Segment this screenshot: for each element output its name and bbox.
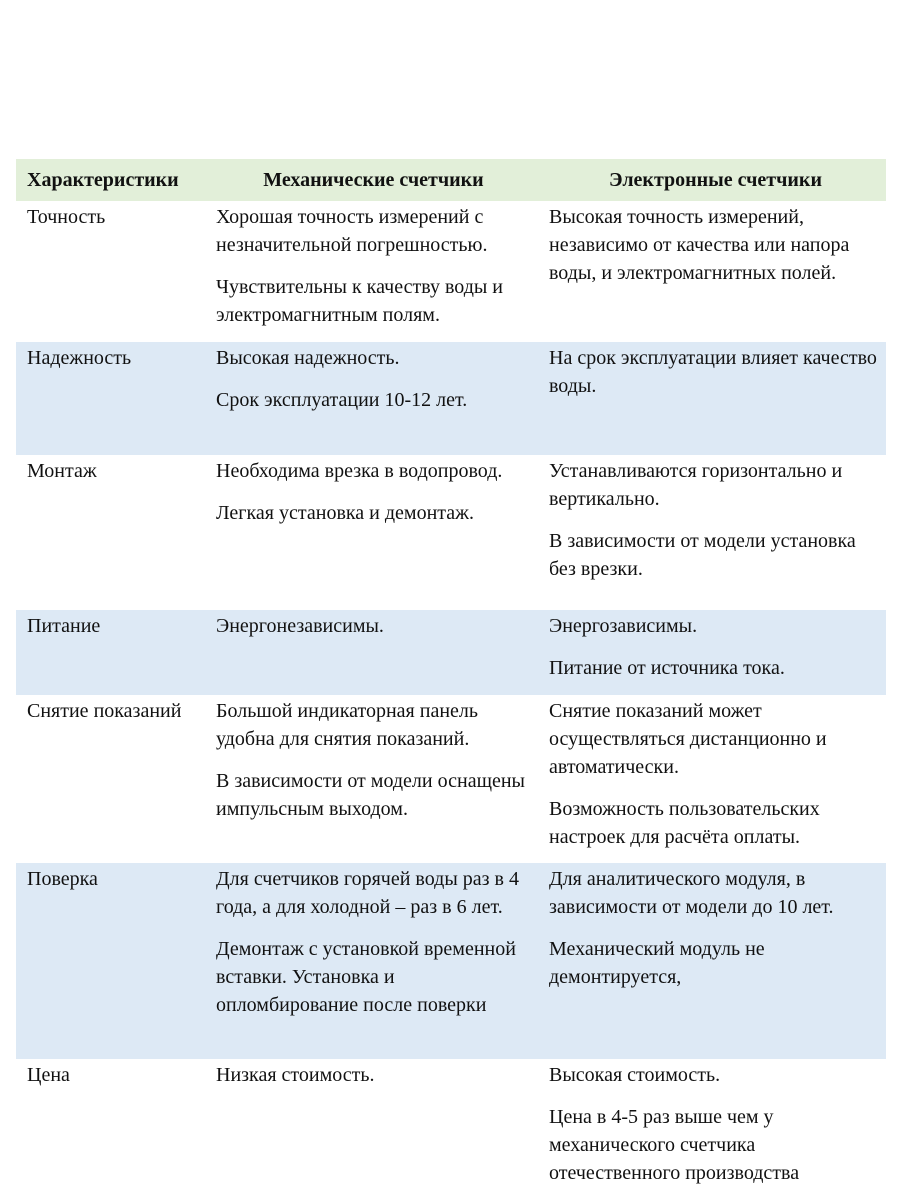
table-row <box>16 695 886 863</box>
cell-paragraph: Чувствительны к качеству воды и электромагнитным полям. <box>216 276 504 326</box>
header-characteristics: Характеристики <box>27 169 179 191</box>
cell-paragraph: Демонтаж с установкой временной вставки. Установка и опломбирование после поверки <box>216 938 516 1016</box>
cell-paragraph: В зависимости от модели установка без врезки. <box>549 530 856 580</box>
row-label: Надежность <box>27 347 132 369</box>
cell-paragraph: Большой индикаторная панель удобна для снятия показаний. <box>216 700 479 750</box>
row-label: Снятие показаний <box>27 700 182 722</box>
electronic-cell <box>539 342 886 455</box>
cell-paragraph: Снятие показаний может осуществляться дистанционно и автоматически. <box>549 700 827 778</box>
cell-paragraph: Механический модуль не демонтируется, <box>549 938 765 988</box>
mechanical-cell <box>206 695 539 863</box>
table-row <box>16 201 886 342</box>
mechanical-cell <box>206 1059 539 1200</box>
comparison-table <box>16 159 886 1200</box>
cell-paragraph: В зависимости от модели оснащены импульсным выходом. <box>216 770 525 820</box>
cell-paragraph: Цена в 4-5 раз выше чем у механического счетчика отечественного производства <box>549 1106 800 1184</box>
electronic-cell <box>539 455 886 610</box>
electronic-cell <box>539 201 886 342</box>
header-electronic: Электронные счетчики <box>609 169 822 191</box>
mechanical-cell <box>206 201 539 342</box>
cell-paragraph: Для счетчиков горячей воды раз в 4 года, а для холодной – раз в 6 лет. <box>216 868 519 918</box>
table-row <box>16 342 886 455</box>
table-row <box>16 610 886 695</box>
cell-paragraph: На срок эксплуатации влияет качество воды. <box>549 347 877 397</box>
cell-paragraph: Питание от источника тока. <box>549 657 785 679</box>
cell-paragraph: Необходима врезка в водопровод. <box>216 460 503 482</box>
cell-paragraph: Срок эксплуатации 10-12 лет. <box>216 389 468 411</box>
table-header-row <box>16 159 886 201</box>
mechanical-cell <box>206 610 539 695</box>
table-row <box>16 455 886 610</box>
row-label: Монтаж <box>27 460 97 482</box>
row-label: Цена <box>27 1064 70 1086</box>
cell-paragraph: Высокая точность измерений, независимо от качества или напора воды, и электромагнитных полей. <box>549 206 850 284</box>
row-label: Точность <box>27 206 106 228</box>
electronic-cell <box>539 610 886 695</box>
row-label: Питание <box>27 615 101 637</box>
cell-paragraph: Энергонезависимы. <box>216 615 384 637</box>
table-row <box>16 1059 886 1200</box>
cell-paragraph: Энергозависимы. <box>549 615 698 637</box>
cell-paragraph: Высокая надежность. <box>216 347 400 369</box>
mechanical-cell <box>206 455 539 610</box>
cell-paragraph: Устанавливаются горизонтально и вертикально. <box>549 460 843 510</box>
mechanical-cell <box>206 863 539 1059</box>
cell-paragraph: Возможность пользовательских настроек для расчёта оплаты. <box>549 798 820 848</box>
cell-paragraph: Низкая стоимость. <box>216 1064 375 1086</box>
table-row <box>16 863 886 1059</box>
cell-paragraph: Легкая установка и демонтаж. <box>216 502 474 524</box>
header-mechanical: Механические счетчики <box>263 169 484 191</box>
electronic-cell <box>539 863 886 1059</box>
mechanical-cell <box>206 342 539 455</box>
cell-paragraph: Высокая стоимость. <box>549 1064 721 1086</box>
electronic-cell <box>539 1059 886 1200</box>
electronic-cell <box>539 695 886 863</box>
cell-paragraph: Для аналитического модуля, в зависимости от модели до 10 лет. <box>549 868 834 918</box>
cell-paragraph: Хорошая точность измерений с незначительной погрешностью. <box>216 206 488 256</box>
row-label: Поверка <box>27 868 98 890</box>
